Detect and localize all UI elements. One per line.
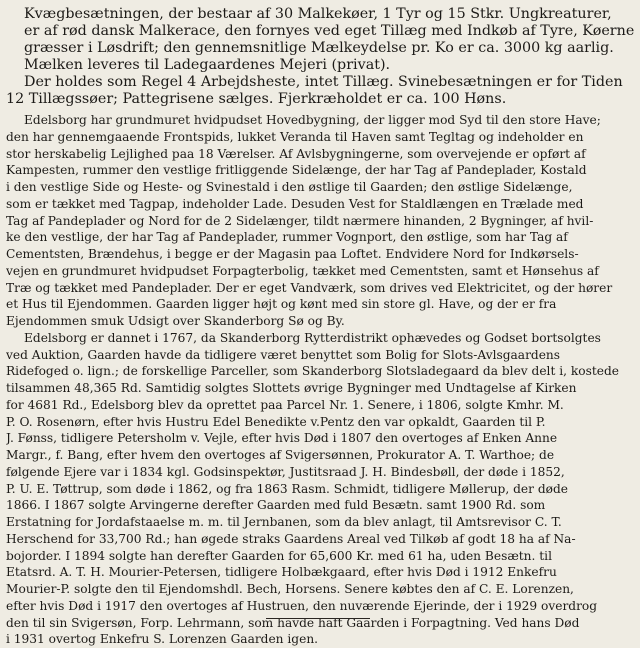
text-line: Kampesten, rummer den vestlige fritliggende Sidelænge, der har Tag af Pandeplader, Kostald xyxy=(6,163,587,178)
text-line: Cementsten, Brændehus, i begge er der Magasin paa Loftet. Endvidere Nord for Indkørsels- xyxy=(6,247,579,261)
text-line: Margr., f. Bang, efter hvem den overtoges af Svigersønnen, Prokurator A. T. Warthoe; de xyxy=(6,448,555,462)
text-line: Der holdes som Regel 4 Arbejdsheste, intet Tillæg. Svinebesætningen er for Tiden xyxy=(24,74,623,90)
text-line: tilsammen 48,365 Rd. Samtidig solgtes Slottets øvrige Bygninger med Undtagelse af Kirken xyxy=(6,381,577,395)
text-line: græsser i Løsdrift; den gennemsnitlige Mælkeydelse pr. Ko er ca. 3000 kg aarlig. xyxy=(24,40,614,56)
text-line: Erstatning for Jordafstaaelse m. m. til Jernbanen, som da blev anlagt, til Amtsrevisor C. T. xyxy=(6,515,562,529)
text-line: stor herskabelig Lejlighed paa 18 Værelser. Af Avlsbygningerne, som overvejende er opført af xyxy=(6,146,586,161)
livestock-paragraphs xyxy=(6,6,636,108)
text-line: Edelsborg er dannet i 1767, da Skanderborg Rytterdistrikt ophævedes og Godset bortsolgtes xyxy=(24,330,601,345)
text-line: 12 Tillægssøer; Pattegrisene sælges. Fjerkræholdet er ca. 100 Høns. xyxy=(6,91,507,107)
text-line: ke den vestlige, der har Tag af Pandeplader, rummer Vognport, den østlige, som har Tag af xyxy=(6,230,568,245)
section-divider xyxy=(266,618,370,619)
text-line: Ejendommen smuk Udsigt over Skanderborg Sø og By. xyxy=(6,314,345,328)
text-line: Ridefoged o. lign.; de forskellige Parceller, som Skanderborg Slotsladegaard da blev delt i, kostede xyxy=(6,364,619,379)
text-line: Herschend for 33,700 Rd.; han øgede straks Gaardens Areal ved Tilkøb af godt 18 ha af Na- xyxy=(6,531,576,546)
text-line: Mourier-P. solgte den til Ejendomshdl. Bech, Horsens. Senere købtes den af C. E. Lorenzen, xyxy=(6,582,574,596)
text-line: den har gennemgaaende Frontspids, lukket Veranda til Haven samt Tegltag og indeholder en xyxy=(6,129,584,144)
text-line: er af rød dansk Malkerace, den fornyes ved eget Tillæg med Indkøb af Tyre, Køerne xyxy=(24,23,635,39)
text-line: i 1931 overtog Enkefru S. Lorenzen Gaarden igen. xyxy=(6,632,319,647)
text-line: et Hus til Ejendommen. Gaarden ligger højt og kønt med sin store gl. Have, og der er fra xyxy=(6,297,557,312)
text-line: Edelsborg har grundmuret hvidpudset Hovedbygning, der ligger mod Syd til den store Have; xyxy=(24,113,601,127)
text-line: Mælken leveres til Ladegaardenes Mejeri (privat). xyxy=(24,57,391,73)
text-line: 1866. I 1867 solgte Arvingerne derefter Gaarden med fuld Besætn. samt 1900 Rd. som xyxy=(6,498,546,513)
text-line: følgende Ejere var i 1834 kgl. Godsinspektør, Justitsraad J. H. Bindesbøll, der døde i 1852, xyxy=(6,464,565,479)
text-line: den til sin Svigersøn, Forp. Lehrmann, som havde haft Gaarden i Forpagtning. Ved hans Død xyxy=(6,615,580,630)
text-line: P. O. Rosenørn, efter hvis Hustru Edel Benedikte v.Pentz den var opkaldt, Gaarden til P. xyxy=(6,414,546,429)
text-line: bojorder. I 1894 solgte han derefter Gaarden for 65,600 Kr. med 61 ha, uden Besætn. til xyxy=(6,548,552,563)
text-line: for 4681 Rd., Edelsborg blev da oprettet paa Parcel Nr. 1. Senere, i 1806, solgte Kmhr. M. xyxy=(6,397,564,412)
text-line: ved Auktion, Gaarden havde da tidligere været benyttet som Bolig for Slots-Avlsgaardens xyxy=(6,347,561,362)
text-line: i den vestlige Side og Heste- og Svinestald i den østlige til Gaarden; den østlige Sidelænge, xyxy=(6,180,573,194)
history-paragraphs xyxy=(6,112,636,648)
text-line: Etatsrd. A. T. H. Mourier-Petersen, tidligere Holbækgaard, efter hvis Død i 1912 Enkefru xyxy=(6,565,557,580)
text-line: Kvægbesætningen, der bestaar af 30 Malkekøer, 1 Tyr og 15 Stkr. Ungkreaturer, xyxy=(24,6,612,22)
text-line: efter hvis Død i 1917 den overtoges af Hustruen, den nuværende Ejerinde, der i 1929 overdrog xyxy=(6,598,598,613)
text-line: vejen en grundmuret hvidpudset Forpagterbolig, tækket med Cementsten, samt et Hønsehus af xyxy=(6,263,599,278)
text-line: som er tækket med Tagpap, indeholder Lade. Desuden Vest for Staldlængen en Trælade med xyxy=(6,196,584,211)
text-line: Træ og tækket med Pandeplader. Der er eget Vandværk, som drives ved Elektricitet, og der hører xyxy=(6,280,613,295)
text-line: Tag af Pandeplader og Nord for de 2 Sidelænger, tildt nærmere hinanden, 2 Bygninger, af hvil- xyxy=(6,213,594,228)
text-line: J. Fønss, tidligere Petersholm v. Vejle, efter hvis Død i 1807 den overtoges af Enken Anne xyxy=(6,431,558,446)
text-line: P. U. E. Tøttrup, som døde i 1862, og fra 1863 Rasm. Schmidt, tidligere Møllerup, der døde xyxy=(6,481,568,496)
